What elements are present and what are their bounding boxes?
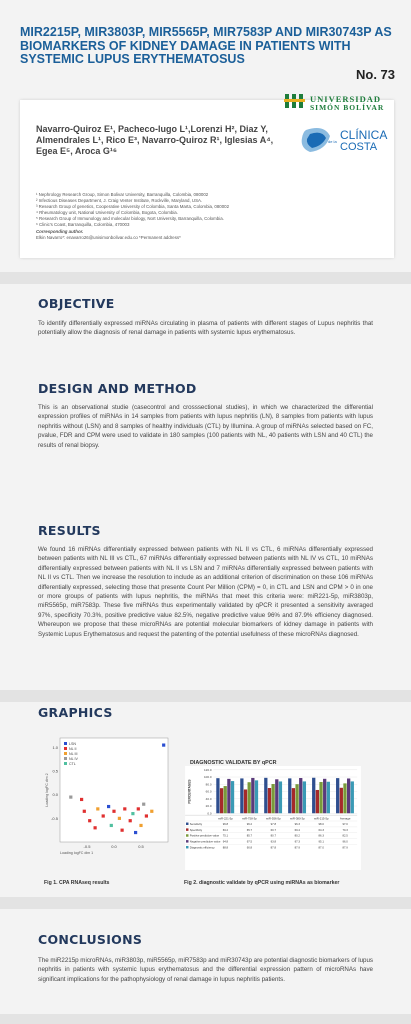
- bar-data-label: 96.2: [246, 822, 253, 826]
- scatter-x-tick: 0.5: [138, 844, 144, 849]
- bar-series-label: Positive predictive value: [189, 834, 220, 838]
- objective-heading: OBJECTIVE: [38, 296, 115, 311]
- bar-legend-swatch: [186, 823, 188, 825]
- section-divider: [0, 690, 411, 702]
- bar: [231, 781, 234, 813]
- affiliation-line: ² Infectious Diseases Department, J. Craig Venter Institute, Rockville, Maryland, USA.: [36, 198, 203, 204]
- university-name-line2: SIMÓN BOLÍVAR: [310, 103, 385, 112]
- bar: [220, 788, 223, 813]
- bar: [312, 778, 315, 814]
- bar-legend-swatch: [186, 828, 188, 830]
- bar-data-label: 75.1: [222, 834, 229, 838]
- scatter-point: [94, 826, 97, 829]
- bar: [224, 786, 227, 813]
- scatter-point: [142, 803, 145, 806]
- bar-category-label: miR-758-3p: [241, 816, 257, 821]
- affiliations: [36, 192, 296, 241]
- scatter-point: [96, 807, 99, 810]
- bar: [295, 784, 298, 813]
- bar-y-tick: 100.0: [203, 775, 212, 780]
- scatter-legend-label: CTL: [69, 761, 76, 766]
- bar-legend-swatch: [186, 834, 188, 836]
- bar: [347, 778, 350, 813]
- bar-data-label: 96.3: [294, 822, 300, 826]
- conclusions-text: The miR2215p microRNAs, miR3803p, miR5565p, miR7583p and miR30743p are potential diagnostic biomarkers of lupus nephritis in patients with systemic lupus erythematosus and the differential expression pattern of microRNAs have significant implications for the pathophysiology of renal damage in lupus nephritis patients.: [38, 957, 373, 983]
- bar-data-label: 94.8: [222, 840, 229, 844]
- scatter-point: [129, 819, 132, 822]
- scatter-point: [134, 831, 137, 834]
- bar-legend-swatch: [186, 840, 188, 842]
- scatter-point: [139, 824, 142, 827]
- bar: [244, 789, 247, 813]
- scatter-legend-swatch: [64, 742, 67, 745]
- corresponding-label: Corresponding author.: [36, 228, 84, 234]
- results-text: We found 16 miRNAs differentially expressed between patients with NL II vs CTL, 6 miRNAs differentially expressed between patients with NL III vs CTL, 67 miRNAs differentially expressed between patients with NL IV vs CTL, 10 miRNAs differentially expressed between patients with NL II vs LSN and 7 miRNAs differentially expressed between patients with NL II vs CTL. Then we increase the resolution to include as an additional criterion of discrimination on these 106 miRNAs differentially expressed, selecting those that presente Count Per Million (CPM) = 0, in CTL and LSN and CPM > 0 in one or more groups of patients with lupus nephritis, the miRNAs that meet this criteria were: miR221-5p, miR3803p, miR5565p, miR7583p. These five miRNAs thus experimentally validated by qPCR it presented a sensitivity averaged 97%, specificity 70.3%, positive predictive value 82.5%, negative predictive value 96% and 87.9% efficiency diagnosed. Whereupon we propose that these microRNAs are potential molecular biomarkers of kidney damage in patients with Systemic Lupus Erythematosus and request the patenting of the potential usefulness of these microRNAs diagnosed.: [38, 546, 373, 638]
- bar-data-label: 69.2: [222, 828, 229, 832]
- scatter-point: [118, 817, 121, 820]
- bar-data-label: 97.8: [270, 822, 276, 826]
- clinic-logo: [300, 126, 396, 156]
- scatter-y-tick: 0.0: [52, 792, 58, 798]
- bar-category-label: miR-380-3p: [289, 816, 305, 821]
- poster-number: No. 73: [355, 67, 395, 82]
- bar-data-label: 64.3: [318, 828, 324, 832]
- fig2-caption: Fig 2. diagnostic validate by qPCR using miRNAs as biomarker: [184, 880, 340, 886]
- bar-data-label: 96.0: [342, 840, 348, 844]
- bar: [248, 782, 251, 813]
- bar-data-label: 87.8: [270, 846, 276, 850]
- bar-data-label: 87.9: [294, 846, 300, 850]
- scatter-y-tick: -0.5: [51, 815, 58, 821]
- bar: [292, 788, 295, 813]
- bar-series-label: Diagnostic efficiency: [189, 846, 215, 850]
- bar-data-label: 85.7: [246, 834, 253, 838]
- affiliation-line: ⁵ Research Group of Immunology and molecular biology, Nort University, Barranquilla, Colombia.: [36, 216, 224, 222]
- clinic-name-line1: CLÍNICA: [340, 128, 388, 142]
- scatter-point: [123, 807, 126, 810]
- bar: [240, 778, 243, 813]
- scatter-legend-label: LSN: [69, 741, 76, 746]
- scatter-point: [80, 798, 83, 801]
- bar-data-label: 97.0: [342, 822, 348, 826]
- pca-scatter-plot: [44, 730, 174, 858]
- scatter-point: [112, 810, 115, 813]
- bar-category-label: miR-556-5p: [265, 816, 281, 821]
- bar: [255, 780, 258, 813]
- bar: [340, 788, 343, 813]
- bar-category-label: miR-221-5p: [218, 816, 233, 821]
- scatter-legend-label: NL IV: [69, 756, 78, 761]
- bar-y-tick: 20.0: [205, 804, 212, 809]
- affiliation-line: ¹ Nephrology Research Group, Simon Bolivar University, Barranquilla, Colombia, 080002: [36, 192, 209, 197]
- scatter-legend-label: NL III: [69, 751, 78, 756]
- qpcr-bar-chart: [180, 766, 366, 870]
- bar-data-label: 96.8: [222, 822, 229, 826]
- bar: [271, 784, 274, 813]
- scatter-legend-label: NL II: [69, 746, 77, 751]
- scatter-point: [88, 819, 91, 822]
- bar-data-label: 69.7: [270, 828, 276, 832]
- bar-y-tick: 40.0: [205, 796, 212, 801]
- conclusions-heading: CONCLUSIONS: [38, 932, 143, 947]
- corresponding-contact: Elkin Navarro*: enavarro26@unisimonbolivar.edu.co *Permanent address*: [36, 234, 181, 240]
- bar: [288, 778, 291, 813]
- scatter-y-tick: 1.0: [52, 744, 58, 750]
- section-divider: [0, 1014, 411, 1024]
- bar-data-label: 98.0: [318, 822, 324, 826]
- bar-data-label: 87.0: [318, 846, 324, 850]
- bar-data-label: 69.4: [294, 828, 300, 832]
- fig1-caption: Fig 1. CPA RNAseq results: [44, 880, 110, 886]
- bar-data-label: 65.7: [246, 828, 253, 832]
- bar-series-label: Sensitivity: [189, 822, 203, 826]
- bar: [264, 778, 267, 813]
- bar-y-tick: 0.0: [207, 811, 212, 816]
- bar-y-tick: 60.0: [205, 789, 212, 794]
- university-logo: [284, 92, 396, 112]
- scatter-point: [145, 814, 148, 817]
- author-list: Navarro-Quiroz E¹, Pacheco-lugo L¹,Lorenzi H², Diaz Y, Almendrales L¹, Rico E³, Navarro-Quiroz R¹, Iglesias A⁴, Egea E⁵, Aroca G¹⁶: [36, 124, 274, 156]
- bar: [251, 778, 254, 813]
- bar-category-label: Average: [339, 816, 351, 821]
- scatter-point: [102, 814, 105, 817]
- affiliation-line: ³ Research Group of genetics, Cooperative University of Colombia, Santa Marta, Colombia, 080002: [36, 204, 230, 210]
- bar-y-tick: 120.0: [203, 767, 212, 772]
- affiliation-line: ⁴ Rheumatology unit, National University of Colombia, Bogota, Colombia.: [36, 210, 178, 216]
- affiliation-line: ⁶ Clinic's Coast, Barranquilla, Colombia, 470003: [36, 222, 130, 228]
- bar-data-label: 80.2: [294, 834, 300, 838]
- author-box: [20, 100, 394, 258]
- scatter-legend-swatch: [64, 747, 67, 750]
- bar: [227, 779, 230, 813]
- scatter-point: [131, 812, 134, 815]
- bar: [299, 778, 302, 813]
- clinic-name-line2: COSTA: [340, 141, 378, 153]
- bar-series-label: Negative predictive value: [189, 840, 221, 844]
- bar: [303, 781, 306, 813]
- bar-y-label: PERCENTAGES: [187, 779, 192, 804]
- bar-data-label: 82.5: [342, 834, 348, 838]
- design-heading: DESIGN AND METHOD: [38, 381, 197, 396]
- results-heading: RESULTS: [38, 523, 101, 538]
- bar-series-label: Specificity: [189, 828, 203, 832]
- bar-data-label: 87.9: [342, 846, 348, 850]
- bar: [216, 778, 219, 813]
- scatter-y-label: Loading logFC dim 2: [45, 773, 49, 807]
- scatter-y-tick: 0.5: [52, 768, 58, 774]
- bar-data-label: 86.3: [318, 834, 324, 838]
- section-divider: [0, 272, 411, 284]
- scatter-point: [137, 807, 140, 810]
- bar: [327, 782, 330, 814]
- bar-data-label: 70.3: [342, 828, 348, 832]
- bar-category-label: miR-215-5p: [313, 816, 329, 821]
- university-name-line1: UNIVERSIDAD: [310, 94, 381, 104]
- bar: [323, 779, 326, 813]
- scatter-point: [69, 795, 72, 798]
- bar-data-label: 95.1: [318, 840, 324, 844]
- section-divider: [0, 897, 411, 909]
- bar: [268, 788, 271, 813]
- scatter-point: [121, 829, 124, 832]
- scatter-legend-swatch: [64, 757, 67, 760]
- scatter-legend-swatch: [64, 762, 67, 765]
- scatter-point: [83, 810, 86, 813]
- poster-title: MIR2215P, MIR3803P, MIR5565P, MIR7583P AND MIR30743P AS BIOMARKERS OF KIDNEY DAMAGE IN PATIENTS WITH SYSTEMIC LUPUS ERYTHEMATOSUS: [20, 25, 392, 66]
- scatter-x-tick: -0.5: [83, 844, 91, 849]
- bar-data-label: 97.3: [294, 840, 300, 844]
- bar: [351, 781, 354, 813]
- bar: [279, 781, 282, 813]
- bar: [343, 783, 346, 813]
- bar-chart-title: DIAGNOSTIC VALIDATE BY qPCR: [190, 760, 277, 766]
- bar: [316, 790, 319, 813]
- scatter-legend-swatch: [64, 752, 67, 755]
- scatter-point: [150, 810, 153, 813]
- bar: [336, 778, 339, 813]
- bar-data-label: 80.7: [270, 834, 276, 838]
- scatter-x-tick: 0.0: [111, 844, 117, 849]
- bar-data-label: 93.8: [270, 840, 276, 844]
- scatter-x-label: Loading logFC dim 1: [60, 851, 94, 855]
- university-emblem-icon: [284, 92, 306, 110]
- objective-text: To identify differentially expressed miRNAs circulating in plasma of patients with different stages of Lupus nephritis that potentially allow the diagnosis of renal damage in patients with systemic lupus erythematosus.: [38, 320, 373, 337]
- scatter-point: [162, 743, 165, 746]
- bar-data-label: 97.5: [246, 840, 253, 844]
- bar-legend-swatch: [186, 846, 188, 848]
- bar: [319, 782, 322, 813]
- bar-data-label: 90.8: [246, 846, 253, 850]
- scatter-point: [110, 824, 113, 827]
- design-text: This is an observational studie (casecontrol and crosssectional studies), in which we characterized the differential expression profiles of miRNAs in 14 samples from patients with lupus nephritis (LN), 8 samples from patients with lupus nephritis without (LSN) and 8 samples of healthy individuals (CTL) by Illumina. A group of miRNAs selected based on FC, pvalue, FDR and CPM were used to validate in 180 samples (100 patients with NL, 40 patients with LSN and 40 CTL) the results of renal biopsy.: [38, 404, 373, 449]
- bar: [275, 779, 278, 813]
- bar-data-label: 88.8: [222, 846, 229, 850]
- graphics-heading: GRAPHICS: [38, 705, 113, 720]
- bar-y-tick: 80.0: [205, 782, 212, 787]
- clinic-name-prefix: de la: [328, 139, 337, 144]
- scatter-point: [107, 805, 110, 808]
